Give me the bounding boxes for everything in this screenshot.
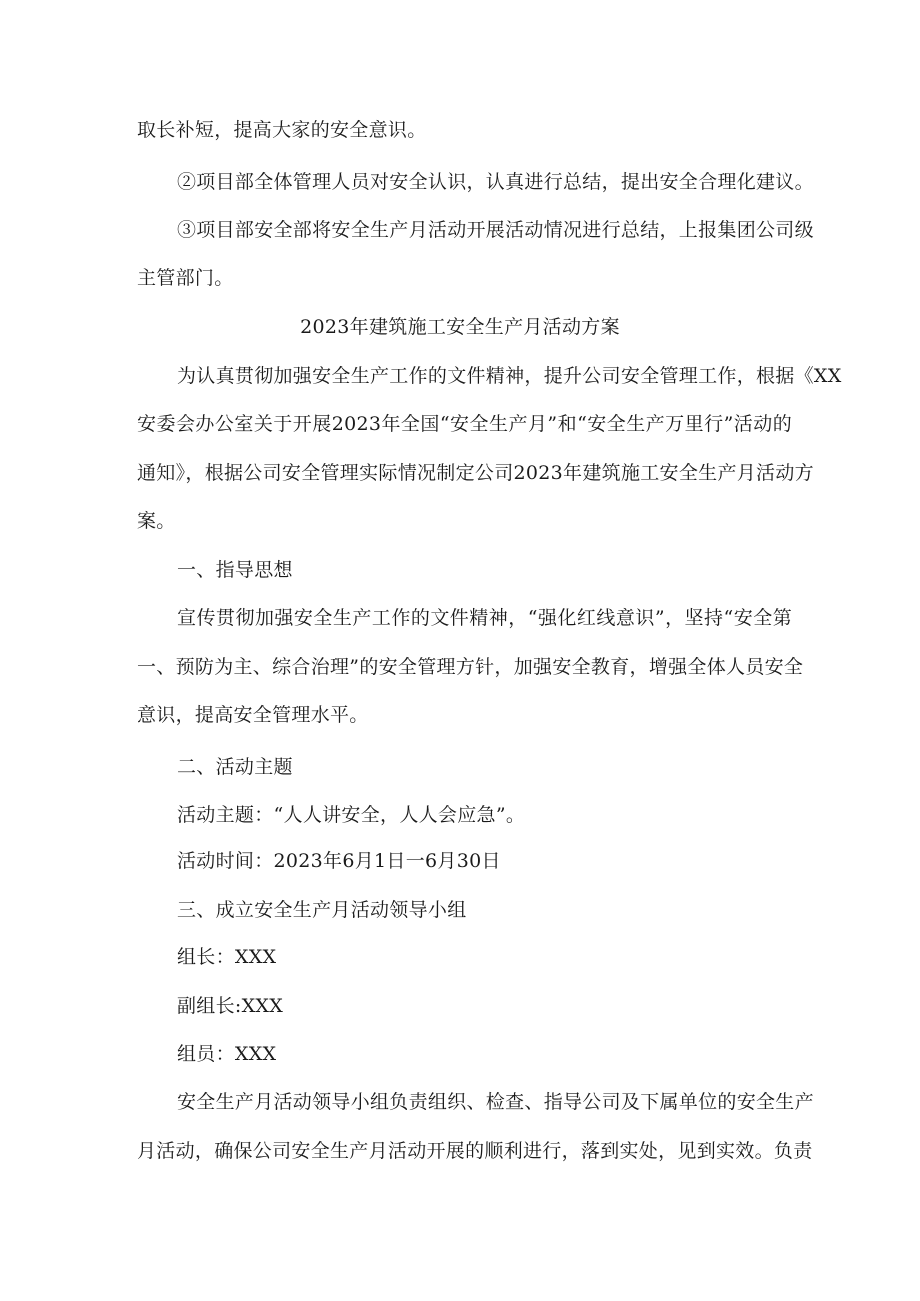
section-heading: 二、活动主题 [177, 756, 293, 778]
deputy-group-leader: 副组长:XXX [177, 995, 284, 1017]
intro-paragraph-line: 安委会办公室关于开展2023年全国“安全生产月”和“安全生产万里行”活动的 [137, 413, 792, 435]
intro-paragraph-line: 通知》，根据公司安全管理实际情况制定公司2023年建筑施工安全生产月活动方 [137, 462, 814, 484]
intro-paragraph-line: 案。 [137, 510, 176, 532]
section-heading: 三、成立安全生产月活动领导小组 [177, 899, 467, 921]
intro-paragraph-line: 为认真贯彻加强安全生产工作的文件精神，提升公司安全管理工作，根据《XX [177, 365, 842, 387]
document-title: 2023年建筑施工安全生产月活动方案 [300, 316, 620, 338]
paragraph-line: 取长补短，提高大家的安全意识。 [137, 119, 427, 141]
guideline-paragraph-line: 意识，提高安全管理水平。 [137, 704, 369, 726]
list-item-2: ②项目部全体管理人员对安全认识，认真进行总结，提出安全合理化建议。 [177, 171, 814, 193]
responsibility-paragraph-line: 安全生产月活动领导小组负责组织、检查、指导公司及下属单位的安全生产 [177, 1091, 814, 1113]
list-item-3: ③项目部安全部将安全生产月活动开展活动情况进行总结，上报集团公司级 [177, 219, 814, 241]
list-item-3-continued: 主管部门。 [137, 267, 234, 289]
activity-theme: 活动主题：“人人讲安全，人人会应急”。 [177, 804, 526, 826]
guideline-paragraph-line: 一、预防为主、综合治理”的安全管理方针，加强安全教育，增强全体人员安全 [137, 656, 804, 678]
activity-time: 活动时间：2023年6月1日一6月30日 [177, 850, 501, 872]
group-leader: 组长：XXX [177, 946, 277, 968]
guideline-paragraph-line: 宣传贯彻加强安全生产工作的文件精神，“强化红线意识”，坚持“安全第 [177, 607, 792, 629]
responsibility-paragraph-line: 月活动，确保公司安全生产月活动开展的顺利进行，落到实处，见到实效。负责 [137, 1140, 813, 1162]
section-heading: 一、指导思想 [177, 559, 293, 581]
group-members: 组员：XXX [177, 1043, 277, 1065]
